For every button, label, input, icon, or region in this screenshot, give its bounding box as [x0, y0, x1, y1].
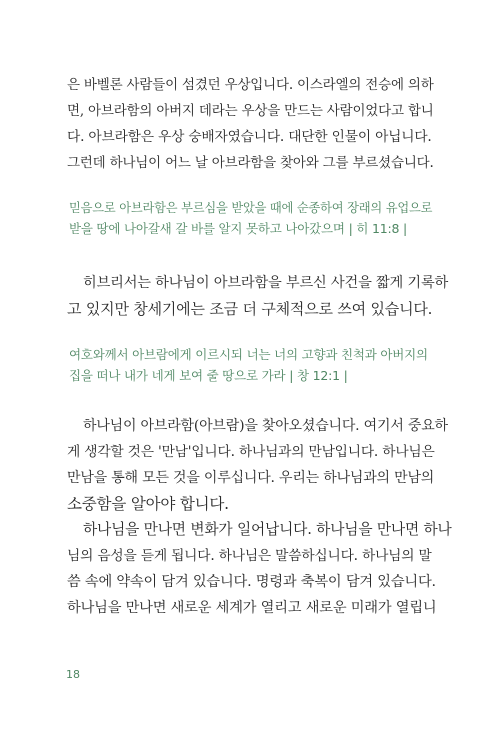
scripture-quote-1-line-1: 믿음으로 아브라함은 부르심을 받았을 때에 순종하여 장래의 유업으로	[69, 201, 433, 215]
paragraph-1-line-4: 그런데 하나님이 어느 날 아브라함을 찾아와 그를 부르셨습니다.	[67, 155, 434, 171]
paragraph-3-line-3: 만남을 통해 모든 것을 이루십니다. 우리는 하나님과의 만남의	[67, 470, 435, 486]
paragraph-3-line-4: 소중함을 알아야 합니다.	[67, 495, 229, 513]
paragraph-3-line-2: 게 생각할 것은 '만남'입니다. 하나님과의 만남입니다. 하나님은	[67, 444, 435, 460]
paragraph-1-line-1: 은 바벨론 사람들이 섬겼던 우상입니다. 이스라엘의 전승에 의하	[67, 77, 434, 93]
paragraph-2-line-2: 고 있지만 창세기에는 조금 더 구체적으로 쓰여 있습니다.	[67, 300, 433, 318]
paragraph-1-line-2: 면, 아브라함의 아버지 데라는 우상을 만드는 사람이었다고 합니	[67, 103, 434, 119]
page-number: 18	[66, 668, 80, 681]
paragraph-4-line-3: 씀 속에 약속이 담겨 있습니다. 명령과 축복이 담겨 있습니다.	[67, 574, 436, 590]
paragraph-2-line-1: 히브리서는 하나님이 아브라함을 부르신 사건을 짧게 기록하	[83, 275, 449, 291]
scripture-quote-1-line-2: 받을 땅에 나아갈새 갈 바를 알지 못하고 나아갔으며 | 히 11:8 |	[69, 221, 408, 236]
paragraph-1-line-3: 다. 아브라함은 우상 숭배자였습니다. 대단한 인물이 아닙니다.	[67, 129, 432, 145]
paragraph-4-line-4: 하나님을 만나면 새로운 세계가 열리고 새로운 미래가 열립니	[67, 600, 437, 616]
paragraph-3-line-1: 하나님이 아브라함(아브람)을 찾아오셨습니다. 여기서 중요하	[83, 418, 448, 434]
paragraph-4-line-2: 님의 음성을 듣게 됩니다. 하나님은 말씀하십니다. 하나님의 말	[67, 548, 432, 564]
scripture-quote-2-line-1: 여호와께서 아브람에게 이르시되 너는 너의 고향과 친척과 아버지의	[69, 347, 428, 362]
paragraph-4-line-1: 하나님을 만나면 변화가 일어납니다. 하나님을 만나면 하나	[83, 521, 452, 538]
scripture-quote-2-line-2: 집을 떠나 내가 네게 보여 줄 땅으로 가라 | 창 12:1 |	[69, 368, 348, 383]
